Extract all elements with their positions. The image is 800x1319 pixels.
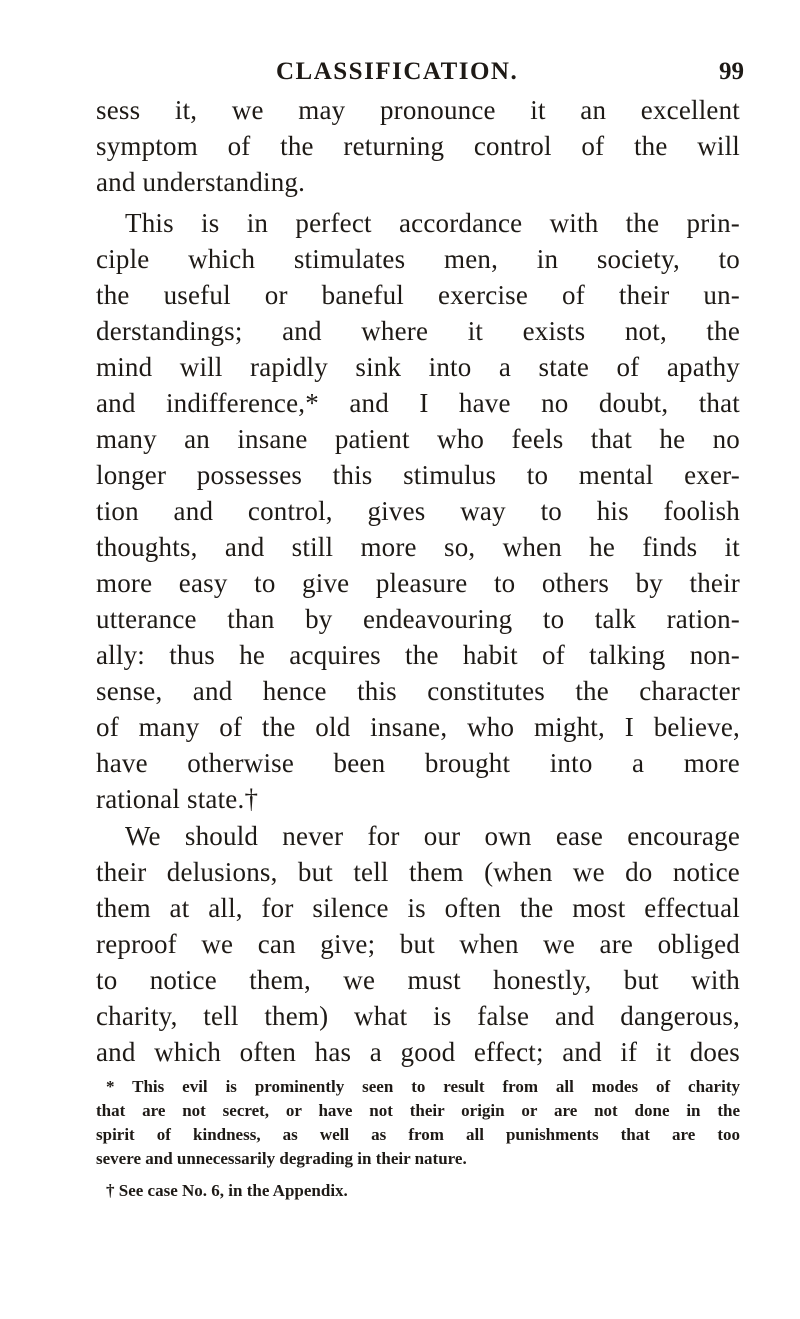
body-line: more easy to give pleasure to others by their	[96, 568, 740, 598]
body-line: sess it, we may pronounce it an excellent	[96, 95, 740, 125]
footnote-line: † See case No. 6, in the Appendix.	[106, 1181, 348, 1200]
body-line: sense, and hence this constitutes the character	[96, 676, 740, 706]
body-line: We should never for our own ease encourage	[125, 821, 740, 851]
body-line: and which often has a good effect; and if it does	[96, 1037, 740, 1067]
body-line: and indifference,* and I have no doubt, that	[96, 388, 740, 418]
body-line: This is in perfect accordance with the prin-	[125, 208, 740, 238]
body-line: of many of the old insane, who might, I believe,	[96, 712, 740, 742]
body-line: mind will rapidly sink into a state of apathy	[96, 352, 740, 382]
body-line: longer possesses this stimulus to mental exer-	[96, 460, 740, 490]
body-line: many an insane patient who feels that he no	[96, 424, 740, 454]
body-line: the useful or baneful exercise of their un-	[96, 280, 740, 310]
body-line: tion and control, gives way to his foolish	[96, 496, 740, 526]
body-line: their delusions, but tell them (when we do notice	[96, 857, 740, 887]
body-line: charity, tell them) what is false and dangerous,	[96, 1001, 740, 1031]
body-line: symptom of the returning control of the will	[96, 131, 740, 161]
body-line: and understanding.	[96, 167, 306, 197]
body-line: derstandings; and where it exists not, the	[96, 316, 740, 346]
body-line: to notice them, we must honestly, but with	[96, 965, 740, 995]
body-line: ally: thus he acquires the habit of talking non-	[96, 640, 740, 670]
footnote-line: severe and unnecessarily degrading in their nature.	[96, 1149, 467, 1168]
body-line: them at all, for silence is often the most effectual	[96, 893, 740, 923]
body-line: ciple which stimulates men, in society, to	[96, 244, 740, 274]
body-line: utterance than by endeavouring to talk ration-	[96, 604, 740, 634]
body-line: thoughts, and still more so, when he finds it	[96, 532, 740, 562]
footnote-line: * This evil is prominently seen to result from all modes of charity	[106, 1077, 740, 1096]
running-title: CLASSIFICATION.	[276, 58, 519, 85]
body-line: rational state.†	[96, 784, 259, 814]
body-line: have otherwise been brought into a more	[96, 748, 740, 778]
page-header	[96, 58, 744, 90]
body-line: reproof we can give; but when we are obliged	[96, 929, 740, 959]
footnote-line: spirit of kindness, as well as from all punishments that are too	[96, 1125, 740, 1144]
page-number: 99	[719, 58, 744, 85]
footnote-line: that are not secret, or have not their origin or are not done in the	[96, 1101, 740, 1120]
